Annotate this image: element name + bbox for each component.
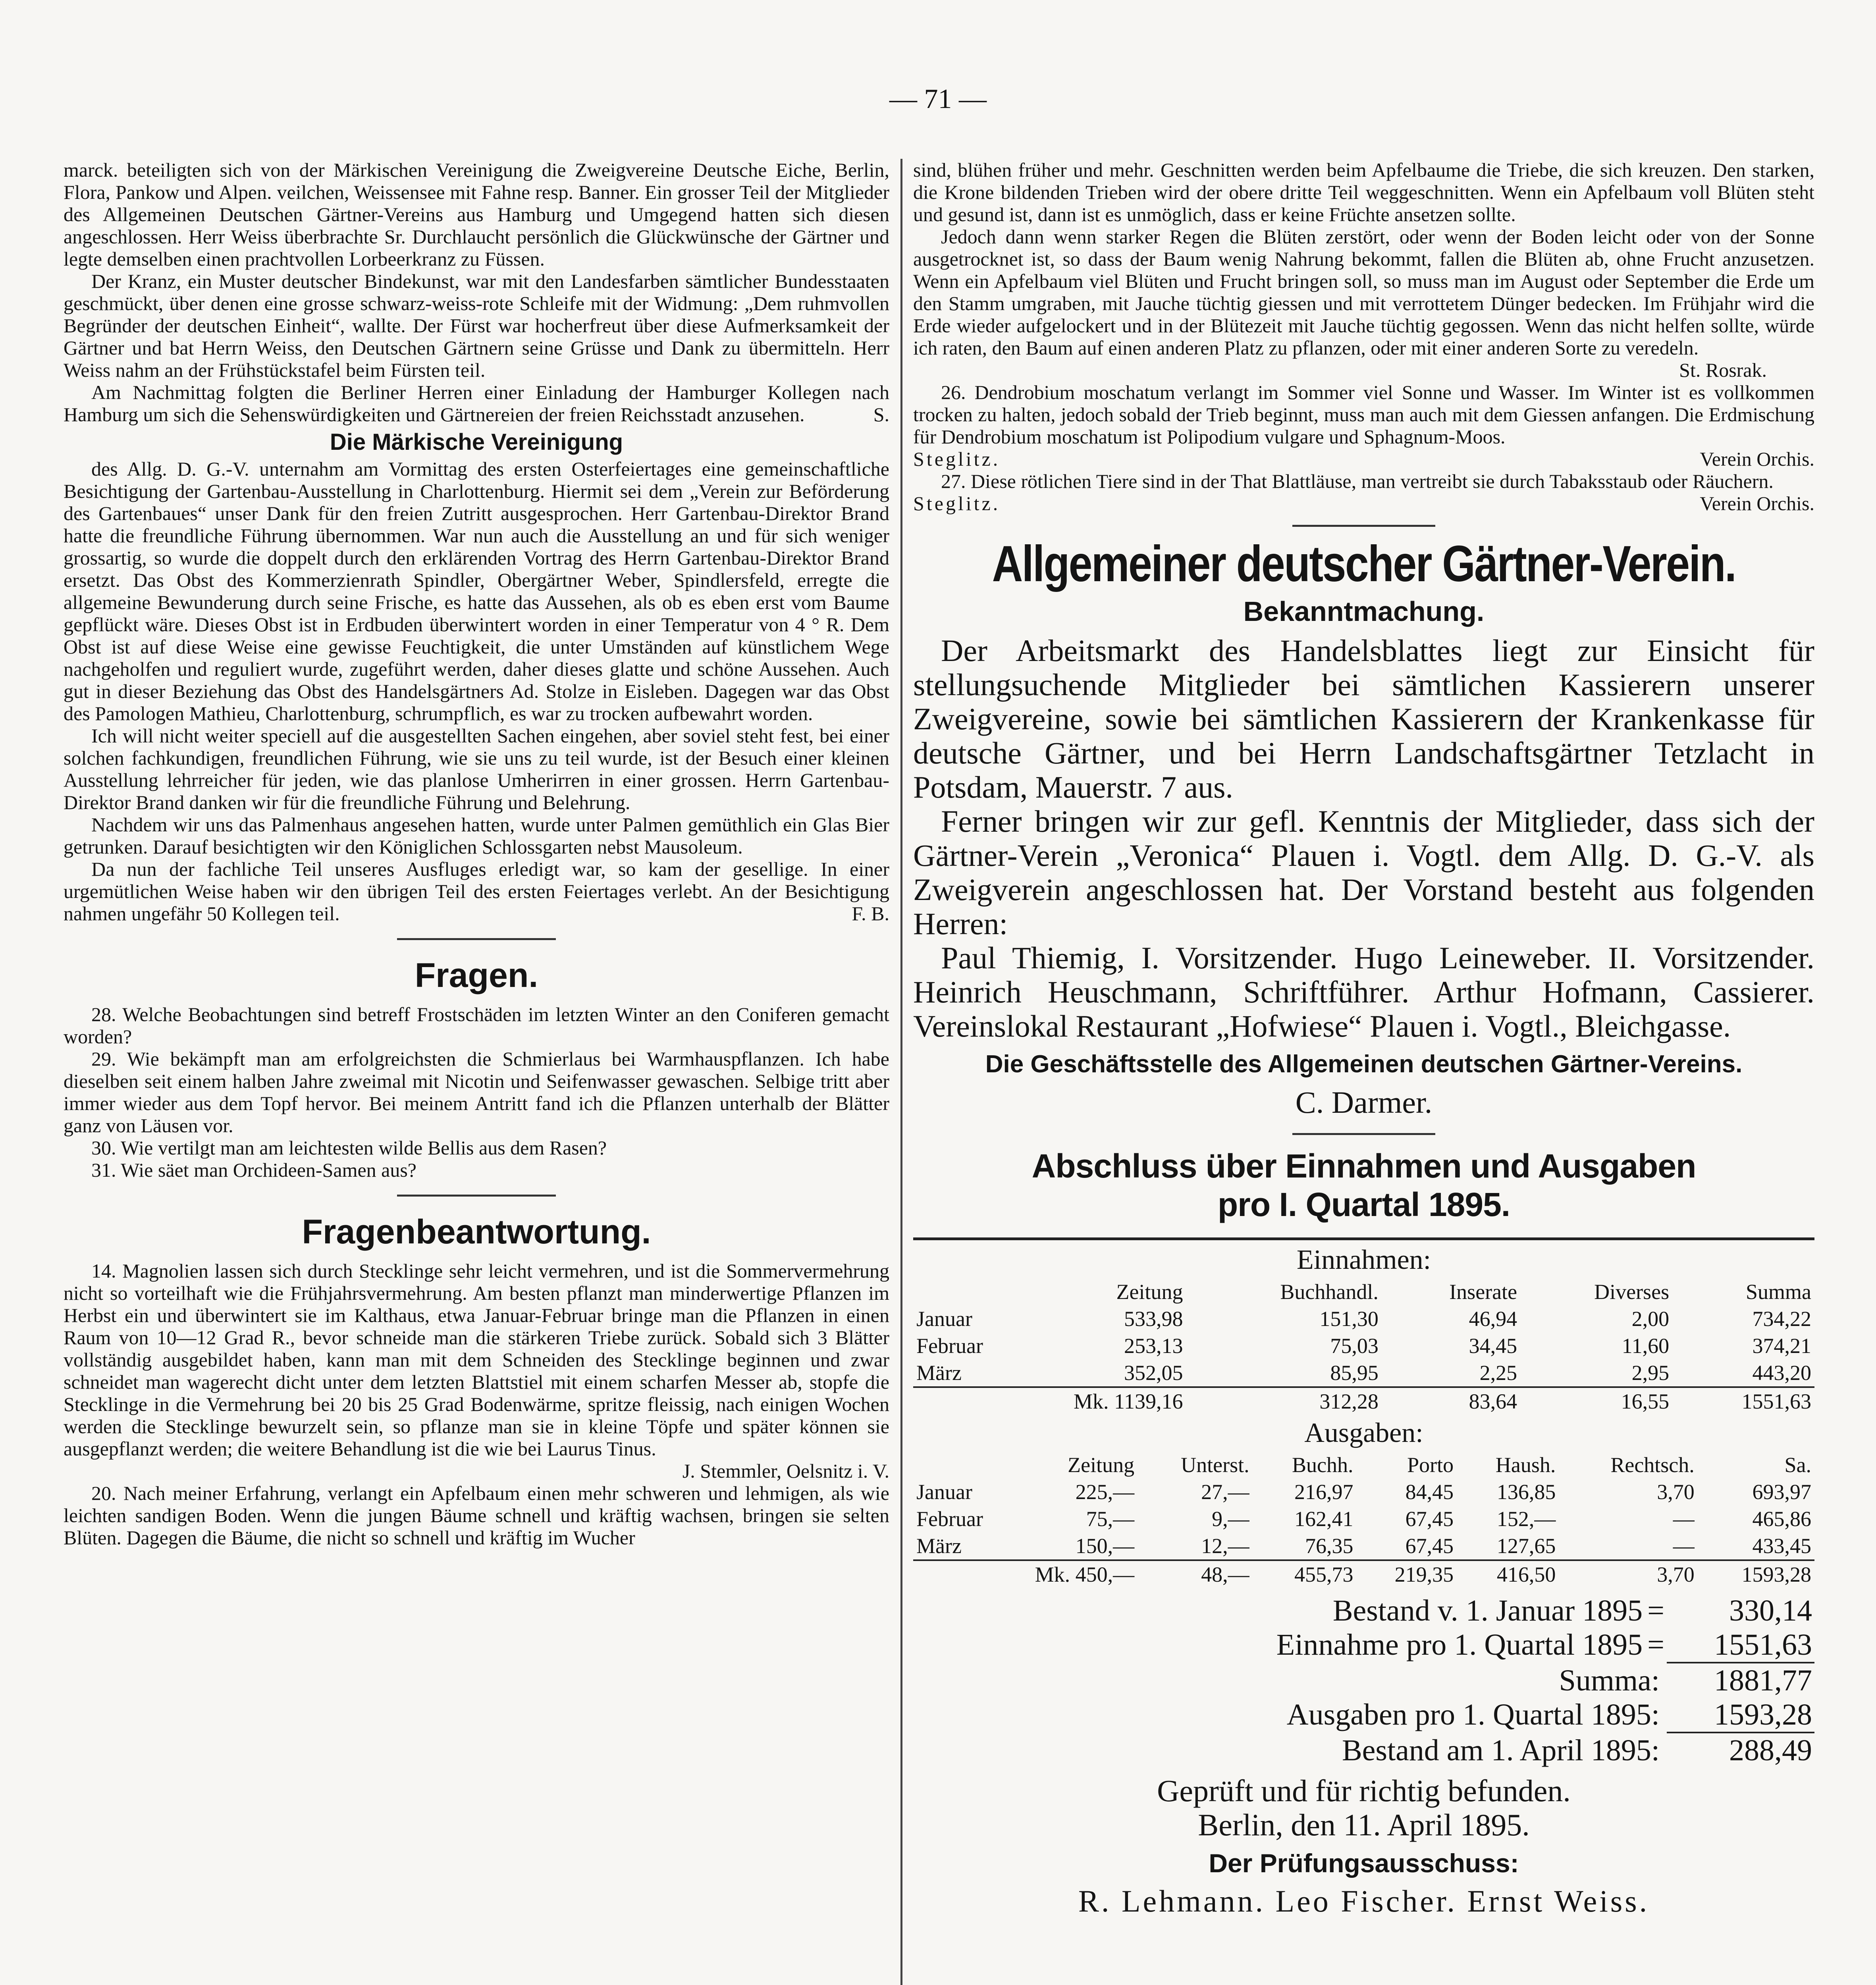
table-cell: 225,— bbox=[1075, 1480, 1135, 1504]
announcement-heading: Bekanntmachung. bbox=[1243, 596, 1485, 627]
table-cell: 219,35 bbox=[1356, 1560, 1457, 1588]
balance-label: Summa: bbox=[1559, 1664, 1660, 1697]
income-header-row bbox=[913, 1278, 1814, 1305]
table-header: Inserate bbox=[1449, 1280, 1517, 1304]
question: 29. Wie bekämpft man am erfolgreichsten die Schmierlaus bei Warmhauspflanzen. Ich habe dieselben seit einem halben Jahre zweimal mit Nicotin und Seifenwasser gewaschen. Selbige tritt aber immer wieder aus dem Topf hervor. Bei meinem Antritt fand ich die Pflanzen unterhalb der Blätter ganz von Läusen vor. bbox=[64, 1048, 889, 1137]
table-cell: 16,55 bbox=[1520, 1387, 1672, 1415]
committee-names: R. Lehmann. Leo Fischer. Ernst Weiss. bbox=[1078, 1884, 1650, 1918]
table-cell: 46,94 bbox=[1469, 1307, 1517, 1331]
balance-line bbox=[913, 1733, 1814, 1767]
paragraph: sind, blühen früher und mehr. Geschnitten werden beim Apfelbaume die Triebe, die sich kreuzen. Den starken, die Krone bildenden Trieben wird der obere dritte Teil weggeschnitten. Wenn ein Apfelbaum voll Blüten steht und gesund ist, dann ist es unmöglich, dass er keine Früchte ansetzen sollte. bbox=[913, 159, 1814, 225]
paragraph: Jedoch dann wenn starker Regen die Blüten zerstört, oder wenn der Boden leicht oder von der Sonne ausgetrocknet ist, so dass der Baum wenig Nahrung bekommt, fallen die Blüten ab, ohne Frucht anzusetzen. Wenn ein Apfelbaum viel Blüten und Frucht bringen soll, so muss man im August oder September die Erde um den Stamm umgraben, mit Jauche tüchtig giessen und mit verrottetem Dünger bedecken. Im Frühjahr wird die Erde wieder aufgelockert und in der Blütezeit mit Jauche tüchtig gegossen. Wenn das nicht helfen sollte, würde ich raten, den Baum auf einen anderen Platz zu pflanzen, oder mit einer anderen Sorte zu veredeln. bbox=[913, 225, 1814, 359]
table-cell: 312,28 bbox=[1186, 1387, 1382, 1415]
question: 28. Welche Beobachtungen sind betreff Frostschäden im letzten Winter an den Coniferen gemacht worden? bbox=[64, 1003, 889, 1048]
table-cell: 216,97 bbox=[1294, 1480, 1353, 1504]
signature-society: Verein Orchis. bbox=[1700, 492, 1814, 515]
section-heading: Die Märkische Vereinigung bbox=[330, 429, 623, 455]
balance-label: Einnahme pro 1. Quartal 1895 bbox=[1276, 1628, 1643, 1661]
table-cell: 734,22 bbox=[1752, 1307, 1811, 1331]
table-cell: 455,73 bbox=[1253, 1560, 1357, 1588]
balance-label: Bestand am 1. April 1895: bbox=[1342, 1734, 1660, 1767]
expense-title: Ausgaben: bbox=[1304, 1418, 1423, 1448]
table-cell: 67,45 bbox=[1405, 1534, 1454, 1558]
balance-line bbox=[913, 1628, 1814, 1663]
announcement-paragraph: Ferner bringen wir zur gefl. Kenntnis der Mitglieder, dass sich der Gärtner-Verein „Veronica“ Plauen i. Vogtl. dem Allg. D. G.-V. als Zweigverein angeschlossen hat. Der Vorstand besteht aus folgenden Herren: bbox=[913, 804, 1814, 941]
table-cell: 533,98 bbox=[1124, 1307, 1183, 1331]
question: 30. Wie vertilgt man am leichtesten wilde Bellis aus dem Rasen? bbox=[91, 1137, 607, 1159]
author-signature: St. Rosrak. bbox=[1679, 359, 1767, 381]
table-header: Porto bbox=[1407, 1453, 1454, 1477]
balance-line bbox=[913, 1594, 1814, 1628]
expense-header-row bbox=[913, 1451, 1814, 1478]
balance-sep: = bbox=[1647, 1628, 1664, 1661]
balance-value: 1551,63 bbox=[1667, 1628, 1814, 1663]
author-signature: S. bbox=[873, 403, 889, 426]
author-signature: J. Stemmler, Oelsnitz i. V. bbox=[682, 1460, 889, 1482]
table-cell: Mk. 450,— bbox=[913, 1560, 1138, 1588]
table-total-row bbox=[913, 1560, 1814, 1588]
signature-place: Steglitz. bbox=[913, 492, 1001, 515]
answer: 27. Diese rötlichen Tiere sind in der That Blattläuse, man vertreibt sie durch Tabaksstaub oder Räuchern. bbox=[941, 470, 1774, 492]
table-cell: 48,— bbox=[1138, 1560, 1252, 1588]
place-date: Berlin, den 11. April 1895. bbox=[1198, 1808, 1530, 1842]
table-cell: 12,— bbox=[1201, 1534, 1249, 1558]
table-cell: 76,35 bbox=[1305, 1534, 1353, 1558]
finance-subtitle: pro I. Quartal 1895. bbox=[1217, 1186, 1510, 1223]
column-divider bbox=[900, 159, 902, 1985]
table-cell: 2,00 bbox=[1631, 1307, 1670, 1331]
table-cell: 127,65 bbox=[1496, 1534, 1556, 1558]
table-cell: 11,60 bbox=[1621, 1334, 1670, 1358]
table-cell: Februar bbox=[916, 1334, 983, 1358]
table-cell: 693,97 bbox=[1752, 1480, 1811, 1504]
table-cell: 152,— bbox=[1496, 1507, 1556, 1531]
table-cell: 1593,28 bbox=[1698, 1560, 1814, 1588]
table-cell: 83,64 bbox=[1382, 1387, 1520, 1415]
table-cell: Mk. 1139,16 bbox=[913, 1387, 1186, 1415]
table-header bbox=[913, 1451, 1026, 1478]
balance-value: 288,49 bbox=[1729, 1734, 1812, 1767]
table-row bbox=[913, 1359, 1814, 1387]
committee-heading: Der Prüfungsausschuss: bbox=[1209, 1848, 1519, 1878]
paragraph: Ich will nicht weiter speciell auf die ausgestellten Sachen eingehen, aber soviel steht fest, bei einer solchen fachkundigen, freundlichen Führung, wie sie uns zu teil wurde, ist der Besuch einer kleinen Ausstellung lehrreicher für jeden, wie das planlose Umherirren in einer grossen. Herrn Gartenbau-Direktor Brand danken wir für die freundliche Führung und Belehrung. bbox=[64, 725, 889, 813]
paragraph: des Allg. D. G.-V. unternahm am Vormittag des ersten Osterfeiertages eine gemeinschaftliche Besichtigung der Gartenbau-Ausstellung in Charlottenburg. Hiermit sei dem „Verein zur Beförderung des Gartenbaues“ unser Dank für den freien Zutritt ausgesprochen. Herr Gartenbau-Direktor Brand hatte die freundliche Führung übernommen. War nun auch die Ausstellung an und für sich weniger grossartig, so wurde die doppelt durch den erklärenden Vortrag des Herrn Gartenbau-Direktor Brand ersetzt. Das Obst des Kommerzienrath Spindler, Obergärtner Weber, Spindlersfeld, erregte die allgemeine Bewunderung durch seine Frische, es hatte das Aussehen, als ob es eben erst vom Baume gepflückt wäre. Dieses Obst ist in Erdbuden überwintert worden in einer Temperatur von 4 ° R. Dem Obst ist auf diese Weise eine gewisse Feuchtigkeit, die unter Umständen auf künstlichem Wege nachgeholfen und reguliert wurde, zugeführt werden, daher dieses glatte und schöne Aussehen. Auch gut in dieser Beziehung das Obst des Handelsgärtners Ad. Stolze in Eisleben. Dagegen war das Obst des Pamologen Mathieu, Charlottenburg, schrumpflich, es war zu trocken aufbewahrt worden. bbox=[64, 458, 889, 725]
balance-line bbox=[913, 1663, 1814, 1698]
paragraph bbox=[64, 381, 889, 426]
balance-value: 1593,28 bbox=[1667, 1698, 1814, 1733]
table-cell: Januar bbox=[916, 1307, 972, 1331]
paragraph-text: Am Nachmittag folgten die Berliner Herren einer Einladung der Hamburger Kollegen nach Hamburg um sich die Sehenswürdigkeiten und Gärtnereien der freien Reichsstadt anzusehen. bbox=[64, 381, 889, 426]
table-total-row bbox=[913, 1387, 1814, 1415]
page-number: — 71 — bbox=[889, 84, 987, 114]
balance-sep bbox=[1662, 1698, 1667, 1733]
table-cell: 150,— bbox=[1075, 1534, 1135, 1558]
table-cell: 75,— bbox=[1086, 1507, 1135, 1531]
table-row bbox=[913, 1305, 1814, 1332]
answer: 14. Magnolien lassen sich durch Stecklinge sehr leicht vermehren, und ist die Sommervermehrung nicht so vorteilhaft wie die Frühjahrsvermehrung. Am besten pflanzt man minderwertige Pflanzen im Herbst ein und überwintert sie im Kalthaus, etwa Januar-Februar bringe man die Pflanzen in einen Raum von 10—12 Grad R., bevor schneide man die stärkeren Triebe zurück. Sobald sich 3 Blätter vollständig ausgebildet haben, kann man mit dem Schneiden des Stecklinge beginnen und zwar schneidet man wagerecht dicht unter dem letzten Blattstiel mit einem scharfen Messer ab, stopfe die Stecklinge in die Vermehrung bei 20 bis 25 Grad Bodenwärme, spritze fleissig, nach einigen Wochen werden die Stecklinge bewurzelt sein, so pflanze man sie in kleine Töpfe und später können sie ausgepflanzt werden; die weitere Behandlung ist die wie bei Laurus Tinus. bbox=[64, 1260, 889, 1460]
section-heading-fragen: Fragen. bbox=[415, 956, 538, 994]
finance-rule bbox=[913, 1237, 1814, 1240]
table-cell: 3,70 bbox=[1559, 1560, 1697, 1588]
paragraph: Nachdem wir uns das Palmenhaus angesehen hatten, wurde unter Palmen gemüthlich ein Glas Bier getrunken. Darauf besichtigten wir den Königlichen Schlossgarten nebst Mausoleum. bbox=[64, 813, 889, 858]
table-cell: 3,70 bbox=[1657, 1480, 1695, 1504]
table-cell: 1551,63 bbox=[1672, 1387, 1814, 1415]
table-cell: 433,45 bbox=[1752, 1534, 1811, 1558]
section-divider bbox=[1292, 525, 1435, 527]
right-column bbox=[913, 159, 1814, 1918]
balance-value: 1881,77 bbox=[1714, 1664, 1812, 1697]
table-header: Haush. bbox=[1495, 1453, 1556, 1477]
table-header: Diverses bbox=[1594, 1280, 1670, 1304]
table-cell: Januar bbox=[916, 1480, 972, 1504]
table-cell: 2,95 bbox=[1631, 1361, 1670, 1385]
signature-row bbox=[913, 448, 1814, 470]
table-cell: März bbox=[916, 1534, 962, 1558]
author-signature: F. B. bbox=[852, 902, 889, 925]
balance-block bbox=[913, 1594, 1814, 1767]
section-divider bbox=[1292, 1133, 1435, 1135]
balance-label: Ausgaben pro 1. Quartal 1895: bbox=[1286, 1698, 1660, 1731]
finance-title: Abschluss über Einnahmen und Ausgaben bbox=[1032, 1147, 1696, 1185]
announcement-paragraph: Der Arbeitsmarkt des Handelsblattes liegt zur Einsicht für stellungsuchende Mitglieder bei sämtlichen Kassierern unserer Zweigvereine, sowie bei sämtlichen Kassierern der Krankenkasse für deutsche Gärtner, und bei Herrn Landschaftsgärtner Tetzlacht in Potsdam, Mauerstr. 7 aus. bbox=[913, 633, 1814, 804]
signature-society: Verein Orchis. bbox=[1700, 448, 1814, 470]
table-header: Zeitung bbox=[1068, 1453, 1135, 1477]
verification-note: Geprüft und für richtig befunden. bbox=[1157, 1773, 1571, 1808]
table-cell: 253,13 bbox=[1124, 1334, 1183, 1358]
answer: 26. Dendrobium moschatum verlangt im Sommer viel Sonne und Wasser. Im Winter ist es vollkommen trocken zu halten, jedoch sobald der Trieb beginnt, muss man auch mit dem Giessen anfangen. Die Erdmischung für Dendrobium moschatum ist Polipodium vulgare und Sphagnum-Moos. bbox=[913, 381, 1814, 448]
answer: 20. Nach meiner Erfahrung, verlangt ein Apfelbaum einen mehr schweren und lehmigen, als wie leichten sandigen Boden. Wenn die jungen Bäume schnell und kräftig wachsen, bringen sie selten Blüten. Dagegen die Bäume, die nicht so schnell und kräftig im Wucher bbox=[64, 1482, 889, 1549]
income-title: Einnahmen: bbox=[1296, 1245, 1431, 1275]
paragraph-text: Da nun der fachliche Teil unseres Ausfluges erledigt war, so kam der gesellige. In einer urgemütlichen Weise haben wir den übrigen Teil des ersten Feiertages verlebt. An der Besichtigung nahmen ungefähr 50 Kollegen teil. bbox=[64, 858, 889, 925]
table-row bbox=[913, 1505, 1814, 1532]
table-cell: 162,41 bbox=[1294, 1507, 1353, 1531]
table-row bbox=[913, 1532, 1814, 1560]
table-header: Sa. bbox=[1784, 1453, 1811, 1477]
table-header: Summa bbox=[1745, 1280, 1811, 1304]
table-cell: — bbox=[1673, 1507, 1695, 1531]
table-header: Buchh. bbox=[1292, 1453, 1353, 1477]
table-cell: 443,20 bbox=[1752, 1361, 1811, 1385]
association-heading: Allgemeiner deutscher Gärtner-Verein. bbox=[992, 536, 1736, 592]
table-cell: 136,85 bbox=[1496, 1480, 1556, 1504]
income-table bbox=[913, 1278, 1814, 1415]
left-column bbox=[64, 159, 889, 1549]
paragraph: Der Kranz, ein Muster deutscher Bindekunst, war mit den Landesfarben sämtlicher Bundesstaaten geschmückt, über denen eine grosse schwarz-weiss-rote Schleife mit der Widmung: „Dem ruhmvollen Begründer der deutschen Einheit“, wallte. Der Fürst war hocherfreut über diese Aufmerksamkeit der Gärtner und bat Herrn Weiss, den Deutschen Gärtnern seine Grüsse und Dank zu übermitteln. Herr Weiss nahm an der Frühstückstafel beim Fürsten teil. bbox=[64, 270, 889, 381]
table-cell: 84,45 bbox=[1405, 1480, 1454, 1504]
table-cell: 75,03 bbox=[1330, 1334, 1379, 1358]
balance-sep bbox=[1662, 1663, 1667, 1698]
paragraph bbox=[64, 858, 889, 925]
office-signature: C. Darmer. bbox=[1295, 1085, 1433, 1120]
section-heading-antwort: Fragenbeantwortung. bbox=[302, 1213, 651, 1251]
table-cell: 352,05 bbox=[1124, 1361, 1183, 1385]
table-cell: 374,21 bbox=[1752, 1334, 1811, 1358]
table-cell: 67,45 bbox=[1405, 1507, 1454, 1531]
table-cell: 34,45 bbox=[1469, 1334, 1517, 1358]
table-cell: 416,50 bbox=[1457, 1560, 1559, 1588]
balance-label: Bestand v. 1. Januar 1895 bbox=[1332, 1594, 1643, 1627]
paragraph: marck. beteiligten sich von der Märkischen Vereinigung die Zweigvereine Deutsche Eiche, Berlin, Flora, Pankow und Alpen. veilchen, Weissensee mit Fahne resp. Banner. Ein grosser Teil der Mitglieder des Allgemeinen Deutschen Gärtner-Vereins aus Hamburg und Umgegend hatten sich diesen angeschlossen. Herr Weiss überbrachte Sr. Durchlaucht persönlich die Glückwünsche der Gärtner und legte demselben einen prachtvollen Lorbeerkranz zu Füssen. bbox=[64, 159, 889, 270]
balance-sep: = bbox=[1647, 1594, 1664, 1627]
table-cell: 2,25 bbox=[1479, 1361, 1517, 1385]
table-header: Unterst. bbox=[1181, 1453, 1249, 1477]
table-cell: 85,95 bbox=[1330, 1361, 1379, 1385]
signature-place: Steglitz. bbox=[913, 448, 1001, 470]
table-header: Buchhandl. bbox=[1280, 1280, 1379, 1304]
expense-table bbox=[913, 1451, 1814, 1588]
table-cell: 151,30 bbox=[1319, 1307, 1379, 1331]
table-cell: — bbox=[1673, 1534, 1695, 1558]
balance-value: 330,14 bbox=[1729, 1594, 1812, 1627]
table-header: Rechtsch. bbox=[1610, 1453, 1695, 1477]
table-header: Zeitung bbox=[1116, 1280, 1183, 1304]
question: 31. Wie säet man Orchideen-Samen aus? bbox=[91, 1159, 416, 1181]
table-header bbox=[913, 1278, 1050, 1305]
announcement-paragraph: Paul Thiemig, I. Vorsitzender. Hugo Leineweber. II. Vorsitzender. Heinrich Heuschmann, Schriftführer. Arthur Hofmann, Cassierer. Vereinslokal Restaurant „Hofwiese“ Plauen i. Vogtl., Bleichgasse. bbox=[913, 940, 1814, 1043]
table-cell: März bbox=[916, 1361, 962, 1385]
balance-line bbox=[913, 1698, 1814, 1733]
section-divider bbox=[397, 1195, 556, 1197]
signature-row bbox=[913, 492, 1814, 515]
balance-sep bbox=[1662, 1733, 1667, 1767]
office-title: Die Geschäftsstelle des Allgemeinen deutschen Gärtner-Vereins. bbox=[985, 1050, 1743, 1078]
table-cell: 27,— bbox=[1201, 1480, 1249, 1504]
section-divider bbox=[397, 938, 556, 940]
table-cell: 9,— bbox=[1212, 1507, 1249, 1531]
table-row bbox=[913, 1478, 1814, 1505]
table-row bbox=[913, 1332, 1814, 1359]
table-cell: 465,86 bbox=[1752, 1507, 1811, 1531]
table-cell: Februar bbox=[916, 1507, 983, 1531]
